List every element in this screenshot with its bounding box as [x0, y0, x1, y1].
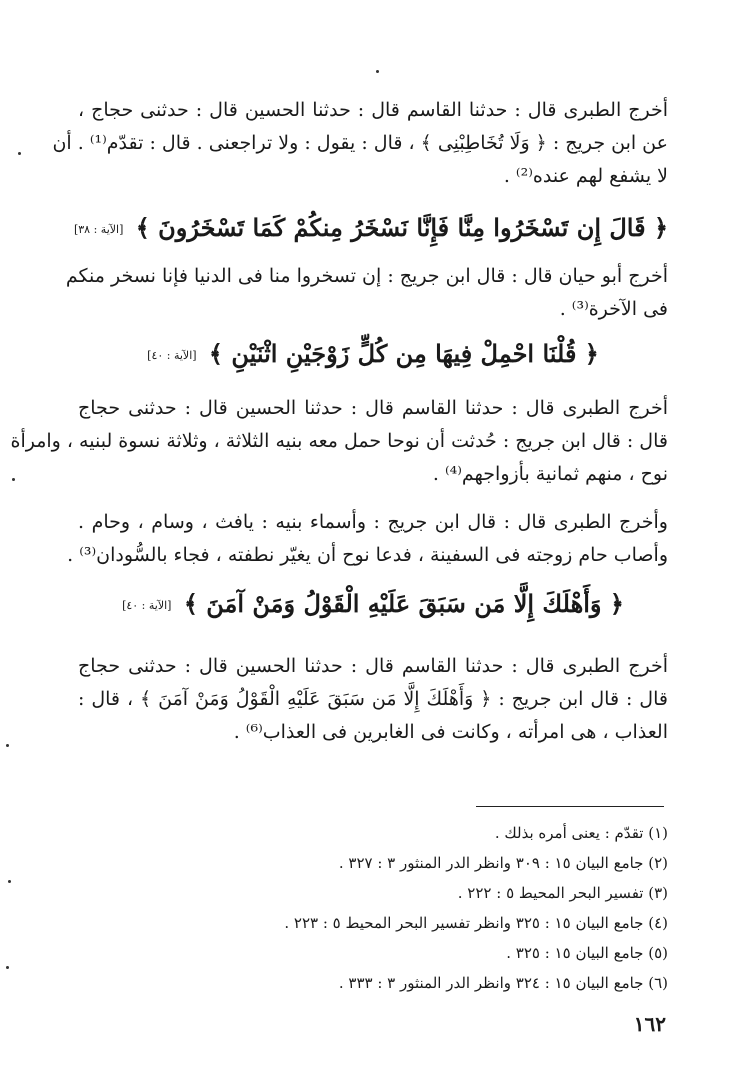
paragraph-line: قال : قال ابن جريج : حُدثت أن نوحا حمل معه بنيه الثلاثة ، وثلاثة نسوة لبنيه ، وامرأة: [10, 430, 668, 452]
paragraph-line: أخرج الطبرى قال : حدثنا القاسم قال : حدثنا الحسين قال : حدثنى حجاج ،: [78, 99, 668, 121]
footnote: (٣) تفسير البحر المحيط ٥ : ٢٢٢ .: [457, 884, 668, 902]
quran-verse-heading: [78, 584, 668, 626]
verse-reference: [الآية : ٤٠]: [122, 598, 172, 612]
paragraph-line: لا يشفع لهم عنده⁽²⁾ .: [503, 165, 668, 187]
footnote: (٢) جامع البيان ١٥ : ٣٠٩ وانظر الدر المنثور ٣ : ٣٢٧ .: [338, 854, 668, 872]
footnote: (٦) جامع البيان ١٥ : ٣٢٤ وانظر الدر المنثور ٣ : ٣٣٣ .: [338, 974, 668, 992]
paragraph-line: عن ابن جريج : ﴿ وَلَا تُخَاطِبْنِى ﴾ ، قال : يقول : ولا تراجعنى . قال : تقدّم⁽¹⁾ . أن: [52, 132, 668, 154]
scan-speck: [18, 152, 21, 155]
paragraph-line: قال : قال ابن جريج : ﴿ وَأَهْلَكَ إِلَّا مَن سَبَقَ عَلَيْهِ الْقَوْلُ وَمَنْ آمَنَ ﴾ ، قال :: [78, 688, 668, 710]
paragraph-2: [65, 260, 668, 326]
paragraph-4: [67, 506, 668, 572]
scan-speck: [6, 966, 9, 969]
verse-text: ﴿ قُلْنَا احْمِلْ فِيهَا مِن كُلٍّ زَوْجَيْنِ اثْنَيْنِ ﴾: [208, 339, 599, 368]
scan-speck: [8, 880, 11, 883]
footnote: (٥) جامع البيان ١٥ : ٣٢٥ .: [506, 944, 668, 962]
paragraph-line: فى الآخرة⁽³⁾ .: [559, 298, 668, 320]
verse-text: ﴿ وَأَهْلَكَ إِلَّا مَن سَبَقَ عَلَيْهِ الْقَوْلُ وَمَنْ آمَنَ ﴾: [183, 589, 624, 618]
page-number: ١٦٢: [633, 1012, 666, 1036]
paragraph-line: أخرج أبو حيان قال : قال ابن جريج : إن تسخروا منا فى الدنيا فإنا نسخر منكم: [65, 265, 668, 287]
footnote: (٤) جامع البيان ١٥ : ٣٢٥ وانظر تفسير البحر المحيط ٥ : ٢٢٣ .: [284, 914, 668, 932]
footnote: (١) تقدّم : يعنى أمره بذلك .: [494, 824, 668, 842]
paragraph-1: [52, 94, 668, 193]
quran-verse-heading: [73, 208, 668, 250]
scan-speck: [376, 70, 379, 73]
paragraph-line: وأصاب حام زوجته فى السفينة ، فدعا نوح أن يغيّر نطفته ، فجاء بالسُّودان⁽³⁾ .: [67, 544, 668, 566]
scan-speck: [12, 478, 15, 481]
verse-reference: [الآية : ٤٠]: [147, 348, 197, 362]
quran-verse-heading: [78, 334, 668, 376]
paragraph-3: [10, 392, 668, 491]
footnotes: [200, 818, 668, 998]
footnote-divider: [476, 806, 664, 807]
paragraph-line: أخرج الطبرى قال : حدثنا القاسم قال : حدثنا الحسين قال : حدثنى حجاج: [78, 397, 668, 419]
verse-reference: [الآية : ٣٨]: [73, 222, 124, 236]
verse-text: ﴿ قَالَ إِن تَسْخَرُوا مِنَّا فَإِنَّا نَسْخَرُ مِنكُمْ كَمَا تَسْخَرُونَ ﴾: [135, 213, 668, 242]
paragraph-5: [78, 650, 668, 749]
scan-speck: [6, 744, 9, 747]
paragraph-line: نوح ، منهم ثمانية بأزواجهم⁽⁴⁾ .: [432, 463, 668, 485]
paragraph-line: وأخرج الطبرى قال : قال ابن جريج : وأسماء بنيه : يافث ، وسام ، وحام .: [78, 511, 668, 533]
paragraph-line: العذاب ، هى امرأته ، وكانت فى الغابرين فى العذاب⁽⁶⁾ .: [233, 721, 668, 743]
paragraph-line: أخرج الطبرى قال : حدثنا القاسم قال : حدثنا الحسين قال : حدثنى حجاج: [78, 655, 668, 677]
